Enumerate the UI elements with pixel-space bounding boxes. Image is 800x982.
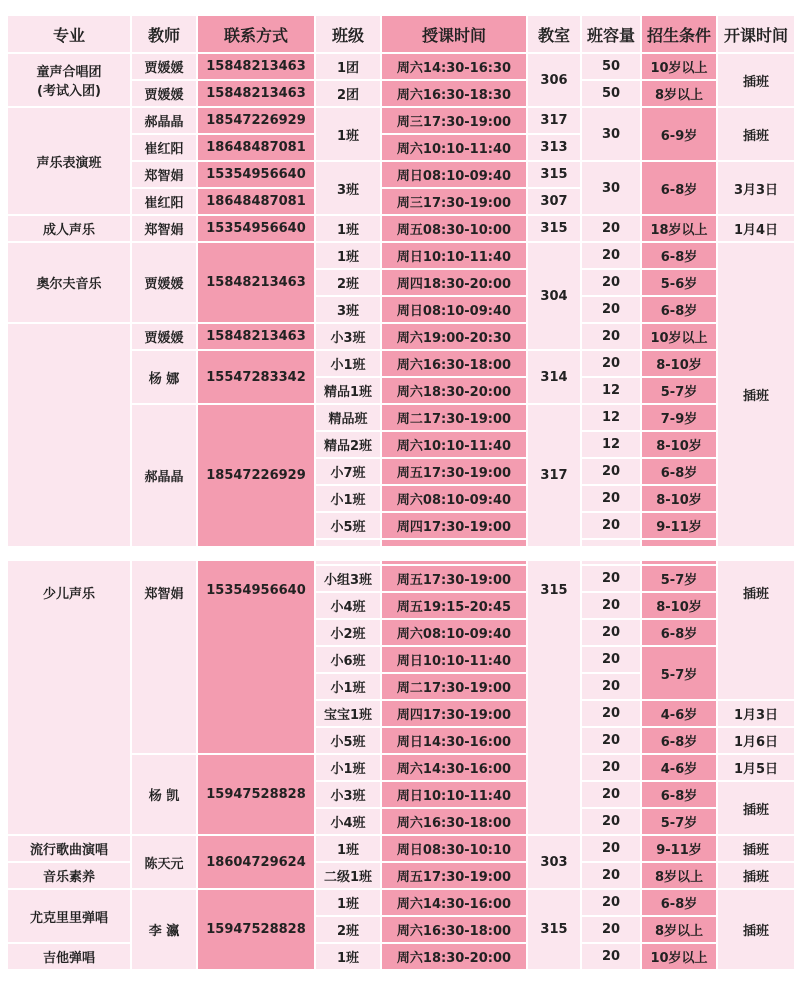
- table-cell: 20: [581, 673, 641, 700]
- table-cell: 20: [581, 485, 641, 512]
- table-cell: 成人声乐: [7, 215, 131, 242]
- table-cell: 郑智娟: [131, 560, 197, 754]
- table-cell: 15354956640: [197, 215, 315, 242]
- table-cell: 8岁以上: [641, 80, 717, 107]
- table-cell: 15848213463: [197, 242, 315, 323]
- table-cell: 8岁以上: [641, 916, 717, 943]
- table-cell: 周三17:30-19:00: [381, 188, 527, 215]
- table-cell: 周六16:30-18:00: [381, 916, 527, 943]
- table-cell: 周日08:10-09:40: [381, 161, 527, 188]
- table-cell: 小3班: [315, 323, 381, 350]
- header-class: 班级: [315, 15, 381, 53]
- table-cell: 周六08:10-09:40: [381, 619, 527, 646]
- table-cell: 周日10:10-11:40: [381, 646, 527, 673]
- table-cell: 5-7岁: [641, 377, 717, 404]
- table-cell: 20: [581, 781, 641, 808]
- table-cell: 1班: [315, 943, 381, 970]
- table-cell: 周六14:30-16:30: [381, 53, 527, 80]
- table-cell: 1月3日: [717, 700, 795, 727]
- table-cell: 307: [527, 188, 581, 215]
- table-cell: 2班: [315, 916, 381, 943]
- table-cell: 4-6岁: [641, 754, 717, 781]
- table-cell: 崔红阳: [131, 134, 197, 161]
- table-cell: 1月6日: [717, 727, 795, 754]
- table-cell: 20: [581, 296, 641, 323]
- table-cell: 12: [581, 431, 641, 458]
- table-cell: 303: [527, 835, 581, 889]
- table-cell: 周六10:10-11:40: [381, 431, 527, 458]
- table-cell: 20: [581, 835, 641, 862]
- table-cell: 小组3班: [315, 565, 381, 592]
- table-cell: 18547226929: [197, 404, 315, 547]
- table-cell: 精品班: [315, 404, 381, 431]
- table-cell: 插班: [717, 835, 795, 862]
- table-cell: 周四17:30-19:00: [381, 700, 527, 727]
- table-cell: 7-9岁: [641, 404, 717, 431]
- table-cell: 小1班: [315, 754, 381, 781]
- schedule-body-top: [7, 53, 795, 547]
- table-cell: 李 瀛: [131, 889, 197, 970]
- table-cell: 3月3日: [717, 161, 795, 215]
- table-cell: 314: [527, 350, 581, 404]
- table-cell: 贾媛媛: [131, 53, 197, 80]
- table-cell: 童声合唱团 (考试入团): [7, 53, 131, 107]
- table-cell: 1月4日: [717, 215, 795, 242]
- table-cell: 1班: [315, 835, 381, 862]
- table-cell: 周六16:30-18:00: [381, 808, 527, 835]
- table-cell: 20: [581, 350, 641, 377]
- table-cell: 小1班: [315, 485, 381, 512]
- table-row: [7, 53, 795, 80]
- table-cell: 10岁以上: [641, 323, 717, 350]
- table-cell: 6-8岁: [641, 296, 717, 323]
- table-cell: 郝晶晶: [131, 404, 197, 547]
- table-cell: 6-8岁: [641, 161, 717, 215]
- table-cell: 20: [581, 592, 641, 619]
- table-cell: 声乐表演班: [7, 107, 131, 215]
- table-cell: 插班: [717, 889, 795, 970]
- table-cell: 周五08:30-10:00: [381, 215, 527, 242]
- table-cell: 20: [581, 754, 641, 781]
- table-cell: 周五17:30-19:00: [381, 458, 527, 485]
- table-cell: 20: [581, 215, 641, 242]
- table-cell: 8-10岁: [641, 485, 717, 512]
- table-cell: 周五19:15-20:45: [381, 592, 527, 619]
- table-cell: 陈天元: [131, 835, 197, 889]
- table-cell: 周六10:10-11:40: [381, 134, 527, 161]
- table-cell: 9-11岁: [641, 512, 717, 539]
- table-row: [7, 835, 795, 862]
- table-cell: 插班: [717, 53, 795, 107]
- table-cell: [7, 323, 131, 547]
- table-cell: 15354956640: [197, 161, 315, 188]
- table-cell: 317: [527, 404, 581, 547]
- table-cell: 15947528828: [197, 754, 315, 835]
- table-cell: 6-8岁: [641, 458, 717, 485]
- table-row: [7, 889, 795, 916]
- table-cell: 插班: [717, 560, 795, 700]
- table-cell: 306: [527, 53, 581, 107]
- table-cell: 贾媛媛: [131, 323, 197, 350]
- table-cell: 崔红阳: [131, 188, 197, 215]
- table-cell: 50: [581, 80, 641, 107]
- table-cell: 8岁以上: [641, 862, 717, 889]
- header-contact: 联系方式: [197, 15, 315, 53]
- header-room: 教室: [527, 15, 581, 53]
- table-cell: 周二17:30-19:00: [381, 404, 527, 431]
- table-cell: 郑智娟: [131, 161, 197, 188]
- table-cell: 吉他弹唱: [7, 943, 131, 970]
- table-row: [7, 862, 795, 889]
- table-cell: 20: [581, 512, 641, 539]
- table-cell: 18648487081: [197, 134, 315, 161]
- table-cell: 插班: [717, 781, 795, 835]
- table-cell: 30: [581, 161, 641, 215]
- table-cell: 10岁以上: [641, 943, 717, 970]
- table-cell: 6-8岁: [641, 889, 717, 916]
- table-cell: 1班: [315, 242, 381, 269]
- table-cell: 2班: [315, 269, 381, 296]
- header-start-date: 开课时间: [717, 15, 795, 53]
- table-cell: 5-6岁: [641, 269, 717, 296]
- table-cell: 20: [581, 242, 641, 269]
- table-cell: 15354956640: [197, 560, 315, 754]
- table-cell: 15848213463: [197, 53, 315, 80]
- table-cell: 5-7岁: [641, 646, 717, 700]
- table-cell: 15947528828: [197, 889, 315, 970]
- table-cell: 小5班: [315, 727, 381, 754]
- table-cell: 317: [527, 107, 581, 134]
- table-row: [7, 242, 795, 269]
- schedule-body-bottom: [7, 560, 795, 970]
- table-cell: 1班: [315, 107, 381, 161]
- table-cell: [581, 539, 641, 547]
- table-cell: 宝宝1班: [315, 700, 381, 727]
- table-cell: 插班: [717, 862, 795, 889]
- table-cell: 18547226929: [197, 107, 315, 134]
- table-cell: 1团: [315, 53, 381, 80]
- table-cell: 18604729624: [197, 835, 315, 889]
- table-cell: 贾媛媛: [131, 242, 197, 323]
- table-cell: 20: [581, 727, 641, 754]
- table-cell: 12: [581, 404, 641, 431]
- table-cell: 2团: [315, 80, 381, 107]
- table-cell: 10岁以上: [641, 53, 717, 80]
- table-cell: 315: [527, 161, 581, 188]
- table-cell: 20: [581, 619, 641, 646]
- table-row: [7, 107, 795, 134]
- table-cell: 周四18:30-20:00: [381, 269, 527, 296]
- table-cell: 插班: [717, 242, 795, 547]
- table-cell: 二级1班: [315, 862, 381, 889]
- table-cell: 20: [581, 943, 641, 970]
- table-cell: 周六18:30-20:00: [381, 943, 527, 970]
- table-cell: 周日14:30-16:00: [381, 727, 527, 754]
- table-cell: 周六18:30-20:00: [381, 377, 527, 404]
- table-cell: 15547283342: [197, 350, 315, 404]
- table-cell: 周三17:30-19:00: [381, 107, 527, 134]
- table-cell: 20: [581, 862, 641, 889]
- table-cell: 小5班: [315, 512, 381, 539]
- table-cell: 周六08:10-09:40: [381, 485, 527, 512]
- table-cell: 20: [581, 808, 641, 835]
- table-cell: 9-11岁: [641, 835, 717, 862]
- table-cell: 精品2班: [315, 431, 381, 458]
- table-cell: 20: [581, 269, 641, 296]
- table-cell: 304: [527, 242, 581, 350]
- table-cell: 插班: [717, 107, 795, 161]
- table-cell: 精品1班: [315, 377, 381, 404]
- table-cell: 5-7岁: [641, 565, 717, 592]
- table-cell: 20: [581, 458, 641, 485]
- table-cell: [315, 539, 381, 547]
- table-cell: 315: [527, 560, 581, 835]
- header-capacity: 班容量: [581, 15, 641, 53]
- table-cell: 15848213463: [197, 323, 315, 350]
- table-cell: 周六16:30-18:00: [381, 350, 527, 377]
- table-cell: 小3班: [315, 781, 381, 808]
- table-cell: 杨 凯: [131, 754, 197, 835]
- table-row: [7, 943, 795, 970]
- header-major: 专业: [7, 15, 131, 53]
- table-cell: 周五17:30-19:00: [381, 862, 527, 889]
- table-cell: 周六16:30-18:30: [381, 80, 527, 107]
- table-cell: 6-8岁: [641, 242, 717, 269]
- table-cell: 50: [581, 53, 641, 80]
- table-cell: 周日08:30-10:10: [381, 835, 527, 862]
- table-cell: 6-9岁: [641, 107, 717, 161]
- table-cell: 小7班: [315, 458, 381, 485]
- table-cell: 8-10岁: [641, 592, 717, 619]
- table-cell: 313: [527, 134, 581, 161]
- table-cell: 20: [581, 916, 641, 943]
- table-cell: 少儿声乐: [7, 560, 131, 835]
- table-cell: 周六14:30-16:00: [381, 754, 527, 781]
- table-cell: 20: [581, 889, 641, 916]
- table-cell: 周四17:30-19:00: [381, 512, 527, 539]
- table-cell: 尤克里里弹唱: [7, 889, 131, 943]
- table-cell: 4-6岁: [641, 700, 717, 727]
- table-cell: 周六19:00-20:30: [381, 323, 527, 350]
- table-cell: 小4班: [315, 808, 381, 835]
- table-cell: [381, 539, 527, 547]
- table-row: [7, 215, 795, 242]
- table-cell: 20: [581, 646, 641, 673]
- schedule-table-top: [6, 14, 796, 548]
- table-cell: 1月5日: [717, 754, 795, 781]
- table-cell: 周二17:30-19:00: [381, 673, 527, 700]
- table-cell: 周六14:30-16:00: [381, 889, 527, 916]
- table-cell: 315: [527, 889, 581, 970]
- table-cell: 周日08:10-09:40: [381, 296, 527, 323]
- table-cell: 1班: [315, 889, 381, 916]
- table-cell: 郝晶晶: [131, 107, 197, 134]
- table-cell: 18岁以上: [641, 215, 717, 242]
- table-cell: 6-8岁: [641, 727, 717, 754]
- table-cell: 6-8岁: [641, 781, 717, 808]
- table-cell: 杨 娜: [131, 350, 197, 404]
- table-cell: 流行歌曲演唱: [7, 835, 131, 862]
- table-cell: 周日10:10-11:40: [381, 242, 527, 269]
- table-cell: 3班: [315, 161, 381, 215]
- schedule-table-bottom: [6, 559, 796, 971]
- table-cell: 30: [581, 107, 641, 161]
- section-divider: [0, 547, 800, 559]
- table-cell: 20: [581, 700, 641, 727]
- table-cell: 郑智娟: [131, 215, 197, 242]
- table-cell: 周五17:30-19:00: [381, 565, 527, 592]
- table-row: [7, 323, 795, 350]
- table-cell: 小1班: [315, 673, 381, 700]
- table-cell: 周日10:10-11:40: [381, 781, 527, 808]
- table-cell: 小4班: [315, 592, 381, 619]
- table-cell: 小2班: [315, 619, 381, 646]
- table-cell: 6-8岁: [641, 619, 717, 646]
- table-cell: 奥尔夫音乐: [7, 242, 131, 323]
- table-cell: 小6班: [315, 646, 381, 673]
- table-cell: 8-10岁: [641, 431, 717, 458]
- table-cell: 音乐素养: [7, 862, 131, 889]
- table-cell: 8-10岁: [641, 350, 717, 377]
- header-time: 授课时间: [381, 15, 527, 53]
- table-cell: 贾媛媛: [131, 80, 197, 107]
- table-cell: 小1班: [315, 350, 381, 377]
- header-teacher: 教师: [131, 15, 197, 53]
- header-row: [7, 15, 795, 53]
- table-cell: 12: [581, 377, 641, 404]
- table-cell: 18648487081: [197, 188, 315, 215]
- table-cell: [641, 539, 717, 547]
- table-cell: 5-7岁: [641, 808, 717, 835]
- table-cell: 315: [527, 215, 581, 242]
- table-cell: 1班: [315, 215, 381, 242]
- table-cell: 20: [581, 323, 641, 350]
- header-requirement: 招生条件: [641, 15, 717, 53]
- table-cell: 20: [581, 565, 641, 592]
- table-cell: 3班: [315, 296, 381, 323]
- table-cell: 15848213463: [197, 80, 315, 107]
